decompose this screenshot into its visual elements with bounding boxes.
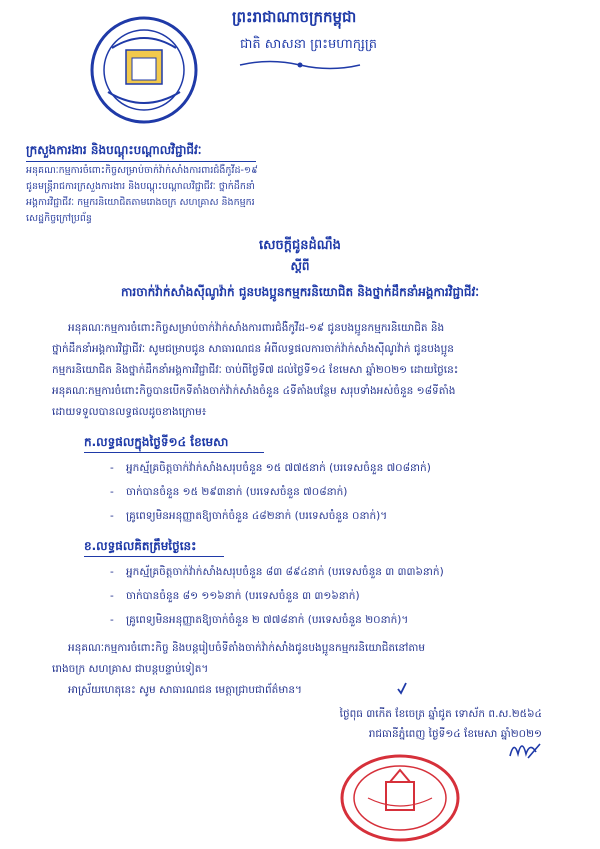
section-b-heading: ខ.លទ្ធផលគិតត្រឹមថ្ងៃនេះ <box>84 539 197 553</box>
list-item: - ចាក់បានចំនួន ៨១ ១១៦នាក់ (បរទេសចំនួន ៣ ៣១៦នាក់) <box>110 590 360 602</box>
ministry-name: ក្រសួងការងារ និងបណ្តុះបណ្តាលវិជ្ជាជីវៈ <box>26 143 202 157</box>
intro-line: អនុគណៈកម្មការចំពោះកិច្ចបានបើកទីតាំងចាក់វ៉ាក់សាំងចំនួន ៤ទីតាំងបន្ថែម សរុបទាំងអស់ចំនួន ១៨ទីតាំង <box>52 385 456 397</box>
list-item-text: អ្នកស្ម័គ្រចិត្តចាក់វ៉ាក់សាំងសរុបចំនួន ៨៣ ៨៩៤នាក់ (បរទេសចំនួន ៣ ៣៣៦នាក់) <box>126 566 444 578</box>
ministry-underline <box>26 161 256 162</box>
intro-line: កម្មករនិយោជិត និងថ្នាក់ដឹកនាំអង្គការវិជ្ជាជីវៈ ចាប់ពីថ្ងៃទី៧ ដល់ថ្ងៃទី១៤ ខែមេសា ឆ្នាំ២០២១ ដោយថ្ងៃនេះ <box>52 364 459 376</box>
title-about: ស្តីពី <box>290 259 310 273</box>
intro-line: ដោយទទួលបានលទ្ធផលដូចខាងក្រោម៖ <box>52 406 207 418</box>
final-line: អាស្រ័យហេតុនេះ សូម សាធារណជន មេត្តាជ្រាបជាព័ត៌មាន។ <box>68 684 302 696</box>
list-item-text: ចាក់បានចំនួន ៨១ ១១៦នាក់ (បរទេសចំនួន ៣ ៣១៦នាក់) <box>126 590 360 602</box>
official-seal <box>338 752 462 844</box>
list-item-text: អ្នកស្ម័គ្រចិត្តចាក់វ៉ាក់សាំងសរុបចំនួន ១៥ ៧៧៥នាក់ (បរទេសចំនួន ៧០៨នាក់) <box>126 462 431 474</box>
press-release-title: សេចក្តីជូនដំណឹង <box>259 238 341 253</box>
national-motto: ជាតិ សាសនា ព្រះមហាក្សត្រ <box>240 37 377 52</box>
section-b-underline <box>84 556 224 557</box>
intro-line: ថ្នាក់ដឹកនាំអង្គការវិជ្ជាជីវៈ សូមជម្រាបជូន សាធារណជន អំពីលទ្ធផលការចាក់វ៉ាក់សាំងស៊ីណូវ៉ាក់ ជូនបងប្អូន <box>52 343 454 355</box>
intro-line: អនុគណៈកម្មការចំពោះកិច្ចសម្រាប់ចាក់វ៉ាក់សាំងការពារជំងឺកូវីដ-១៩ ជូនបងប្អូនកម្មករនិយោជិត និង <box>68 322 445 334</box>
list-item-text: គ្រូពេទ្យមិនអនុញ្ញាតឱ្យចាក់ចំនួន ៤៨២នាក់ (បរទេសចំនួន ០នាក់)។ <box>126 510 388 522</box>
subunit-line: អង្គការវិជ្ជាជីវៈ កម្មករនិយោជិតតាមរោងចក្រ សហគ្រាស និងកម្មករ <box>26 197 255 208</box>
lunar-date: ថ្ងៃពុធ ៣កើត ខែចេត្រ ឆ្នាំជូត ទោស័ក ព.ស.២៥៦៤ <box>339 708 542 720</box>
list-item: - ចាក់បានចំនួន ១៥ ២៩៣នាក់ (បរទេសចំនួន ៧០៨នាក់) <box>110 486 348 498</box>
handwritten-mark <box>396 681 408 695</box>
subject-line: ការចាក់វ៉ាក់សាំងស៊ីណូវ៉ាក់ ជូនបងប្អូនកម្មករនិយោជិត និងថ្នាក់ដឹកនាំអង្គការវិជ្ជាជីវៈ <box>120 285 479 299</box>
list-item-text: ចាក់បានចំនួន ១៥ ២៩៣នាក់ (បរទេសចំនួន ៧០៨នាក់) <box>126 486 348 498</box>
subunit-line: អនុគណៈកម្មការចំពោះកិច្ចសម្រាប់ចាក់វ៉ាក់សាំងការពារជំងឺកូវីដ-១៩ <box>26 165 258 176</box>
closing-line: រោងចក្រ សហគ្រាស ជាបន្តបន្ទាប់ទៀត។ <box>52 663 209 675</box>
section-a-heading: ក.លទ្ធផលក្នុងថ្ងៃទី១៤ ខែមេសា <box>84 435 229 449</box>
kingdom-heading: ព្រះរាជាណាចក្រកម្ពុជា <box>232 8 357 26</box>
list-item: - គ្រូពេទ្យមិនអនុញ្ញាតឱ្យចាក់ចំនួន ២ ៧៧៨នាក់ (បរទេសចំនួន ២០នាក់)។ <box>110 614 409 626</box>
ministry-logo <box>88 14 200 126</box>
list-item-text: គ្រូពេទ្យមិនអនុញ្ញាតឱ្យចាក់ចំនួន ២ ៧៧៨នាក់ (បរទេសចំនួន ២០នាក់)។ <box>126 614 409 626</box>
subunit-line: ជូនមន្ត្រីរាជការក្រសួងការងារ និងបណ្តុះបណ្តាលវិជ្ជាជីវៈ ថ្នាក់ដឹកនាំ <box>26 181 255 192</box>
solar-date: រាជធានីភ្នំពេញ ថ្ងៃទី១៤ ខែមេសា ឆ្នាំ២០២១ <box>368 728 542 740</box>
list-item: - គ្រូពេទ្យមិនអនុញ្ញាតឱ្យចាក់ចំនួន ៤៨២នាក់ (បរទេសចំនួន ០នាក់)។ <box>110 510 388 522</box>
closing-line: អនុគណៈកម្មការចំពោះកិច្ច និងបន្តរៀបចំទីតាំងចាក់វ៉ាក់សាំងជូនបងប្អូនកម្មករនិយោជិតនៅតាម <box>68 642 426 654</box>
ornament-divider <box>230 58 370 72</box>
section-a-underline <box>84 452 264 453</box>
list-item: - អ្នកស្ម័គ្រចិត្តចាក់វ៉ាក់សាំងសរុបចំនួន ១៥ ៧៧៥នាក់ (បរទេសចំនួន ៧០៨នាក់) <box>110 462 431 474</box>
subunit-line: សេដ្ឋកិច្ចក្រៅប្រព័ន្ធ <box>26 213 92 224</box>
signature <box>506 734 546 764</box>
list-item: - អ្នកស្ម័គ្រចិត្តចាក់វ៉ាក់សាំងសរុបចំនួន ៨៣ ៨៩៤នាក់ (បរទេសចំនួន ៣ ៣៣៦នាក់) <box>110 566 444 578</box>
